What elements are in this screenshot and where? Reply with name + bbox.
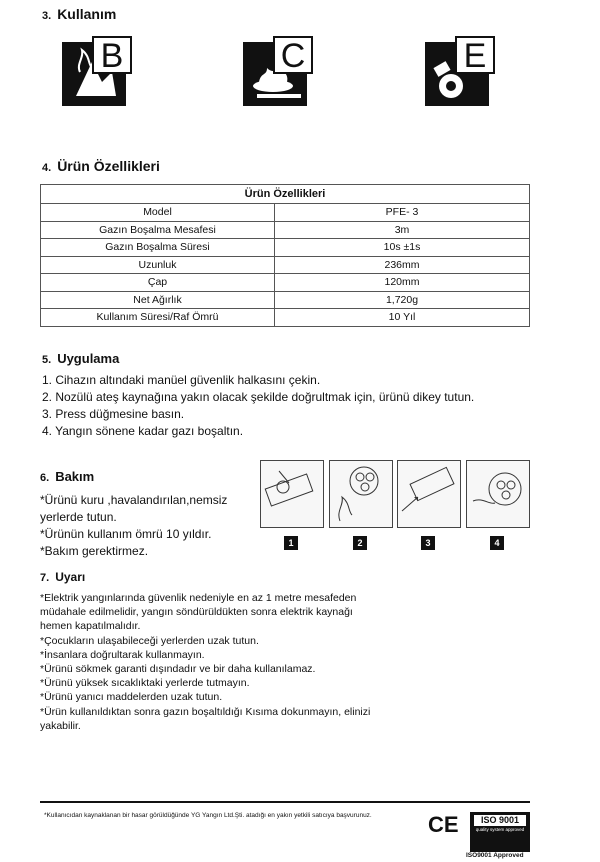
bakim-line: *Ürünün kullanım ömrü 10 yıldır. (40, 527, 212, 541)
iso-title: ISO 9001 (474, 815, 526, 826)
uyari-line: yakabilir. (40, 719, 81, 732)
spec-label: Uzunluk (41, 256, 275, 274)
table-row (41, 274, 530, 292)
spec-label: Gazın Boşalma Süresi (41, 239, 275, 257)
footer-note: *Kullanıcıdan kaynaklanan bir hasar görüldüğünde YG Yangın Ltd.Şti. atadığı en yakın yetkili satıcıya başvurunuz. (44, 812, 372, 819)
spec-value: 10 Yıl (275, 309, 530, 327)
uygulama-list (42, 372, 474, 440)
step-number: 2 (353, 536, 367, 550)
iso-subtitle: quality system approved (475, 827, 525, 832)
ce-mark: CE (428, 812, 459, 837)
section-uyari-heading: 7. Uyarı (40, 570, 86, 584)
bakim-text (40, 492, 227, 560)
uyari-text (40, 591, 370, 733)
uyari-line: *Ürünü yanıcı maddelerden uzak tutun. (40, 691, 223, 704)
bakim-line: *Bakım gerektirmez. (40, 544, 149, 558)
list-item: 4. Yangın sönene kadar gazı boşaltın. (42, 424, 244, 438)
fire-class-letter: C (273, 36, 313, 74)
spec-value: 236mm (275, 256, 530, 274)
table-row (41, 309, 530, 327)
table-row (41, 239, 530, 257)
footer-divider (40, 801, 530, 803)
list-item: 3. Press düğmesine basın. (42, 407, 185, 421)
uyari-line: *Ürünü sökmek garanti dışındadır ve bir daha kullanılamaz. (40, 663, 316, 676)
section-uygulama-heading: 5. Uygulama (42, 351, 120, 366)
iso-badge (470, 812, 530, 852)
spec-label: Çap (41, 274, 275, 292)
step-illustration-2 (329, 460, 393, 528)
step-illustration-1 (260, 460, 324, 528)
spec-table-header: Ürün Özellikleri (41, 185, 530, 204)
step-number: 3 (421, 536, 435, 550)
spec-value: 3m (275, 221, 530, 239)
step-illustration-4 (466, 460, 530, 528)
uyari-line: *Çocukların ulaşabileceği yerlerden uzak tutun. (40, 634, 259, 647)
bakim-line: *Ürünü kuru ,havalandırılan,nemsiz (40, 493, 228, 507)
section-bakim-heading: 6. Bakım (40, 469, 95, 484)
table-row (41, 291, 530, 309)
table-row (41, 256, 530, 274)
table-row (41, 221, 530, 239)
uyari-line: hemen kapatılmalıdır. (40, 620, 141, 633)
fire-class-c-icon (243, 36, 313, 106)
table-row (41, 204, 530, 222)
spec-value: 120mm (275, 274, 530, 292)
spec-value: PFE- 3 (275, 204, 530, 222)
fire-class-letter: B (92, 36, 132, 74)
fire-class-letter: E (455, 36, 495, 74)
spec-label: Model (41, 204, 275, 222)
step-number: 4 (490, 536, 504, 550)
uyari-line: *İnsanlara doğrultarak kullanmayın. (40, 648, 205, 661)
step-illustration-3 (397, 460, 461, 528)
uyari-line: *Elektrik yangınlarında güvenlik nedeniyle en az 1 metre mesafeden (40, 592, 357, 604)
list-item: 1. Cihazın altındaki manüel güvenlik halkasını çekin. (42, 373, 321, 387)
section-ozellikler-heading: 4. Ürün Özellikleri (42, 158, 160, 174)
fire-class-e-icon (425, 36, 495, 106)
section-kullanim-heading: 3. Kullanım (42, 6, 117, 22)
spec-value: 1,720g (275, 291, 530, 309)
spec-value: 10s ±1s (275, 239, 530, 257)
uyari-line: *Ürün kullanıldıktan sonra gazın boşaltıldığı Kısıma dokunmayın, elinizi (40, 705, 371, 718)
spec-label: Net Ağırlık (41, 291, 275, 309)
spec-label: Gazın Boşalma Mesafesi (41, 221, 275, 239)
uyari-line: müdahale edilmelidir, yangın söndürüldükten sonra elektrik kaynağı (40, 606, 353, 619)
iso-caption: ISO9001 Approved (466, 852, 524, 859)
list-item: 2. Nozülü ateş kaynağına yakın olacak şekilde doğrultmak için, ürünü dikey tutun. (42, 390, 475, 404)
bakim-line: yerlerde tutun. (40, 510, 117, 524)
spec-label: Kullanım Süresi/Raf Ömrü (41, 309, 275, 327)
fire-class-b-icon (62, 36, 132, 106)
spec-table (40, 184, 530, 327)
uyari-line: *Ürünü yüksek sıcaklıktaki yerlerde tutmayın. (40, 677, 250, 690)
step-number: 1 (284, 536, 298, 550)
